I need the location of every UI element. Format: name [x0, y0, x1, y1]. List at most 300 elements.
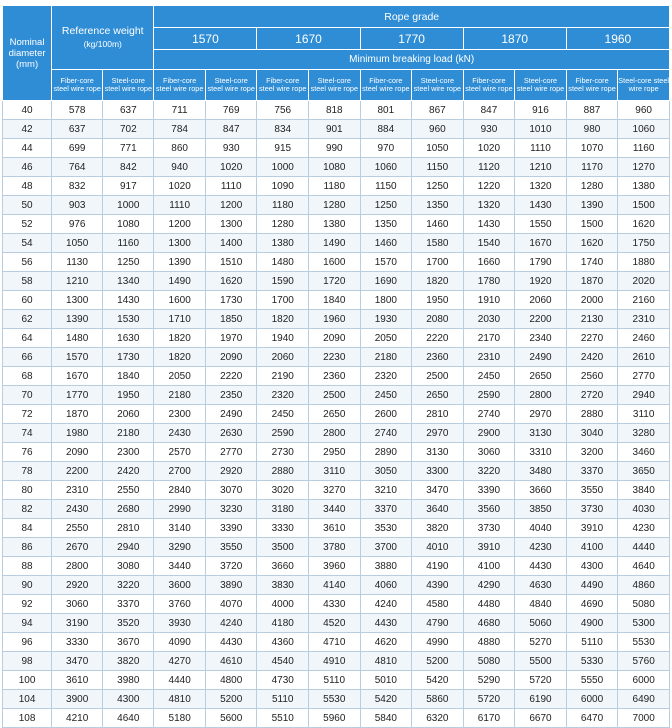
- table-cell: 1910: [463, 291, 515, 310]
- table-cell: 2460: [618, 329, 670, 348]
- table-cell: 2180: [360, 348, 412, 367]
- diameter-cell: 82: [3, 500, 52, 519]
- table-cell: 3480: [515, 462, 567, 481]
- table-cell: 1110: [154, 196, 206, 215]
- table-cell: 2320: [360, 367, 412, 386]
- nominal-diameter-header: Nominal diameter (mm): [3, 6, 52, 101]
- table-cell: 1930: [360, 310, 412, 329]
- table-cell: 3370: [103, 595, 154, 614]
- grade-header: 1770: [360, 28, 463, 50]
- table-row: [3, 329, 670, 348]
- diameter-cell: 44: [3, 139, 52, 158]
- table-cell: 3220: [103, 576, 154, 595]
- rope-grade-header: Rope grade: [154, 6, 670, 28]
- table-cell: 1120: [463, 158, 515, 177]
- diameter-cell: 50: [3, 196, 52, 215]
- table-row: [3, 443, 670, 462]
- table-cell: 1180: [257, 196, 309, 215]
- table-cell: 1220: [463, 177, 515, 196]
- table-cell: 3980: [103, 671, 154, 690]
- table-cell: 930: [463, 120, 515, 139]
- table-cell: 2300: [154, 405, 206, 424]
- table-row: [3, 310, 670, 329]
- diameter-cell: 48: [3, 177, 52, 196]
- table-cell: 4430: [205, 633, 257, 652]
- table-cell: 6670: [515, 709, 567, 728]
- table-cell: 3670: [103, 633, 154, 652]
- table-cell: 4810: [360, 652, 412, 671]
- table-cell: 1060: [618, 120, 670, 139]
- table-cell: 4630: [515, 576, 567, 595]
- grade-header: 1670: [257, 28, 360, 50]
- table-cell: 867: [412, 101, 464, 120]
- table-cell: 4040: [515, 519, 567, 538]
- table-cell: 764: [52, 158, 103, 177]
- table-cell: 1570: [360, 253, 412, 272]
- table-cell: 1320: [463, 196, 515, 215]
- table-cell: 3520: [103, 614, 154, 633]
- table-cell: 4620: [360, 633, 412, 652]
- table-cell: 2340: [515, 329, 567, 348]
- table-cell: 3080: [103, 557, 154, 576]
- table-cell: 1480: [52, 329, 103, 348]
- table-cell: 2450: [463, 367, 515, 386]
- table-cell: 5080: [618, 595, 670, 614]
- table-cell: 4330: [309, 595, 361, 614]
- table-cell: 2310: [618, 310, 670, 329]
- table-cell: 3290: [154, 538, 206, 557]
- table-cell: 1750: [618, 234, 670, 253]
- table-cell: 1150: [360, 177, 412, 196]
- table-row: [3, 519, 670, 538]
- table-cell: 1170: [566, 158, 618, 177]
- table-cell: 3610: [309, 519, 361, 538]
- table-cell: 1670: [515, 234, 567, 253]
- table-cell: 3660: [257, 557, 309, 576]
- diameter-cell: 88: [3, 557, 52, 576]
- table-cell: 2420: [103, 462, 154, 481]
- table-cell: 2310: [463, 348, 515, 367]
- table-cell: 3390: [463, 481, 515, 500]
- table-cell: 2650: [309, 405, 361, 424]
- table-cell: 3020: [257, 481, 309, 500]
- table-cell: 3930: [154, 614, 206, 633]
- table-cell: 940: [154, 158, 206, 177]
- table-row: [3, 348, 670, 367]
- table-cell: 3910: [463, 538, 515, 557]
- table-cell: 3130: [515, 424, 567, 443]
- table-cell: 2360: [412, 348, 464, 367]
- table-cell: 1620: [618, 215, 670, 234]
- table-cell: 1620: [205, 272, 257, 291]
- table-cell: 2770: [618, 367, 670, 386]
- table-cell: 915: [257, 139, 309, 158]
- table-cell: 6000: [618, 671, 670, 690]
- table-cell: 4880: [463, 633, 515, 652]
- table-cell: 1300: [205, 215, 257, 234]
- table-row: [3, 709, 670, 728]
- table-cell: 3440: [309, 500, 361, 519]
- table-cell: 980: [566, 120, 618, 139]
- table-cell: 1200: [205, 196, 257, 215]
- table-cell: 1480: [257, 253, 309, 272]
- table-cell: 2570: [154, 443, 206, 462]
- table-cell: 1380: [309, 215, 361, 234]
- table-cell: 2670: [52, 538, 103, 557]
- table-cell: 1390: [566, 196, 618, 215]
- table-cell: 1180: [309, 177, 361, 196]
- table-cell: 1850: [205, 310, 257, 329]
- table-cell: 1000: [257, 158, 309, 177]
- table-cell: 1320: [515, 177, 567, 196]
- table-cell: 3820: [103, 652, 154, 671]
- table-cell: 1010: [515, 120, 567, 139]
- table-cell: 847: [205, 120, 257, 139]
- table-cell: 1730: [205, 291, 257, 310]
- steel-core-header: Steel-core steel wire rope: [618, 70, 670, 101]
- table-cell: 2220: [412, 329, 464, 348]
- table-cell: 1880: [618, 253, 670, 272]
- table-cell: 2450: [360, 386, 412, 405]
- table-cell: 4640: [618, 557, 670, 576]
- table-cell: 1060: [360, 158, 412, 177]
- table-cell: 5720: [463, 690, 515, 709]
- table-cell: 3820: [412, 519, 464, 538]
- table-cell: 1730: [103, 348, 154, 367]
- table-cell: 3200: [566, 443, 618, 462]
- diameter-cell: 56: [3, 253, 52, 272]
- table-cell: 6170: [463, 709, 515, 728]
- table-cell: 1700: [257, 291, 309, 310]
- table-cell: 4520: [309, 614, 361, 633]
- table-cell: 2990: [154, 500, 206, 519]
- table-cell: 1720: [309, 272, 361, 291]
- table-cell: 1200: [154, 215, 206, 234]
- table-cell: 2430: [52, 500, 103, 519]
- table-cell: 4730: [257, 671, 309, 690]
- table-cell: 1620: [566, 234, 618, 253]
- steel-core-header: Steel-core steel wire rope: [412, 70, 464, 101]
- table-row: [3, 367, 670, 386]
- table-cell: 1090: [257, 177, 309, 196]
- table-cell: 990: [309, 139, 361, 158]
- table-cell: 5110: [309, 671, 361, 690]
- diameter-cell: 84: [3, 519, 52, 538]
- table-cell: 3330: [52, 633, 103, 652]
- table-cell: 884: [360, 120, 412, 139]
- table-cell: 960: [618, 101, 670, 120]
- table-cell: 901: [309, 120, 361, 139]
- table-cell: 5330: [566, 652, 618, 671]
- table-cell: 3060: [463, 443, 515, 462]
- table-cell: 6470: [566, 709, 618, 728]
- table-cell: 5960: [309, 709, 361, 728]
- table-cell: 3840: [618, 481, 670, 500]
- table-cell: 1280: [566, 177, 618, 196]
- table-cell: 5110: [566, 633, 618, 652]
- fiber-core-header: Fiber-core steel wire rope: [360, 70, 412, 101]
- table-cell: 1970: [205, 329, 257, 348]
- table-cell: 2800: [52, 557, 103, 576]
- table-cell: 834: [257, 120, 309, 139]
- table-cell: 1820: [412, 272, 464, 291]
- table-cell: 4840: [515, 595, 567, 614]
- table-cell: 1550: [515, 215, 567, 234]
- table-row: [3, 139, 670, 158]
- table-cell: 2270: [566, 329, 618, 348]
- table-cell: 4300: [566, 557, 618, 576]
- diameter-cell: 100: [3, 671, 52, 690]
- table-cell: 4210: [52, 709, 103, 728]
- table-cell: 1280: [309, 196, 361, 215]
- table-cell: 2360: [309, 367, 361, 386]
- table-cell: 4990: [412, 633, 464, 652]
- table-cell: 3270: [309, 481, 361, 500]
- table-cell: 5860: [412, 690, 464, 709]
- table-cell: 2490: [205, 405, 257, 424]
- table-cell: 1950: [103, 386, 154, 405]
- table-cell: 6000: [566, 690, 618, 709]
- table-cell: 6320: [412, 709, 464, 728]
- table-cell: 3830: [257, 576, 309, 595]
- table-cell: 3470: [412, 481, 464, 500]
- table-cell: 2490: [515, 348, 567, 367]
- table-cell: 1590: [257, 272, 309, 291]
- table-row: [3, 557, 670, 576]
- diameter-cell: 66: [3, 348, 52, 367]
- table-cell: 2500: [309, 386, 361, 405]
- table-cell: 3140: [154, 519, 206, 538]
- steel-core-header: Steel-core steel wire rope: [515, 70, 567, 101]
- table-row: [3, 272, 670, 291]
- table-cell: 1960: [309, 310, 361, 329]
- table-cell: 2000: [566, 291, 618, 310]
- table-cell: 1340: [103, 272, 154, 291]
- table-cell: 1390: [52, 310, 103, 329]
- table-cell: 1250: [412, 177, 464, 196]
- table-cell: 2770: [205, 443, 257, 462]
- table-cell: 578: [52, 101, 103, 120]
- table-cell: 4610: [205, 652, 257, 671]
- table-cell: 3070: [205, 481, 257, 500]
- table-cell: 4230: [515, 538, 567, 557]
- table-cell: 3280: [618, 424, 670, 443]
- table-cell: 2800: [309, 424, 361, 443]
- table-cell: 5060: [515, 614, 567, 633]
- table-cell: 3390: [205, 519, 257, 538]
- table-cell: 3050: [360, 462, 412, 481]
- table-cell: 1820: [154, 348, 206, 367]
- table-row: [3, 538, 670, 557]
- table-cell: 1350: [360, 215, 412, 234]
- table-cell: 2590: [463, 386, 515, 405]
- table-cell: 5510: [257, 709, 309, 728]
- table-cell: 1570: [52, 348, 103, 367]
- table-cell: 1110: [205, 177, 257, 196]
- table-cell: 3700: [360, 538, 412, 557]
- table-cell: 1250: [103, 253, 154, 272]
- table-cell: 2090: [205, 348, 257, 367]
- table-cell: 5080: [463, 652, 515, 671]
- diameter-cell: 92: [3, 595, 52, 614]
- table-cell: 3370: [360, 500, 412, 519]
- table-row: [3, 101, 670, 120]
- diameter-cell: 94: [3, 614, 52, 633]
- table-cell: 637: [52, 120, 103, 139]
- table-cell: 1630: [103, 329, 154, 348]
- table-cell: 5200: [412, 652, 464, 671]
- table-cell: 3910: [566, 519, 618, 538]
- table-cell: 3730: [463, 519, 515, 538]
- steel-core-header: Steel-core steel wire rope: [103, 70, 154, 101]
- table-cell: 842: [103, 158, 154, 177]
- table-cell: 2610: [618, 348, 670, 367]
- table-row: [3, 614, 670, 633]
- table-cell: 1740: [566, 253, 618, 272]
- table-cell: 2050: [154, 367, 206, 386]
- diameter-cell: 54: [3, 234, 52, 253]
- table-cell: 3300: [412, 462, 464, 481]
- diameter-cell: 76: [3, 443, 52, 462]
- table-row: [3, 690, 670, 709]
- table-cell: 3110: [618, 405, 670, 424]
- table-cell: 2350: [205, 386, 257, 405]
- table-cell: 3470: [52, 652, 103, 671]
- table-cell: 1820: [154, 329, 206, 348]
- table-cell: 2560: [566, 367, 618, 386]
- table-cell: 2220: [205, 367, 257, 386]
- table-cell: 1070: [566, 139, 618, 158]
- grade-header: 1570: [154, 28, 257, 50]
- table-cell: 2200: [52, 462, 103, 481]
- table-cell: 1380: [257, 234, 309, 253]
- diameter-cell: 64: [3, 329, 52, 348]
- table-cell: 2800: [515, 386, 567, 405]
- diameter-cell: 46: [3, 158, 52, 177]
- table-cell: 3220: [463, 462, 515, 481]
- table-cell: 1280: [257, 215, 309, 234]
- table-cell: 699: [52, 139, 103, 158]
- table-cell: 4690: [566, 595, 618, 614]
- table-cell: 1580: [412, 234, 464, 253]
- table-cell: 3330: [257, 519, 309, 538]
- table-cell: 2590: [257, 424, 309, 443]
- table-cell: 3440: [154, 557, 206, 576]
- table-cell: 2920: [52, 576, 103, 595]
- table-cell: 4790: [412, 614, 464, 633]
- table-row: [3, 158, 670, 177]
- table-cell: 4010: [412, 538, 464, 557]
- table-cell: 3060: [52, 595, 103, 614]
- table-cell: 1300: [52, 291, 103, 310]
- table-cell: 5290: [463, 671, 515, 690]
- table-cell: 2310: [52, 481, 103, 500]
- diameter-cell: 78: [3, 462, 52, 481]
- table-cell: 1050: [52, 234, 103, 253]
- table-cell: 1080: [103, 215, 154, 234]
- table-cell: 3550: [205, 538, 257, 557]
- table-cell: 1400: [205, 234, 257, 253]
- table-cell: 3900: [52, 690, 103, 709]
- table-cell: 1690: [360, 272, 412, 291]
- table-cell: 4030: [618, 500, 670, 519]
- reference-weight-header: [52, 6, 154, 70]
- table-cell: 916: [515, 101, 567, 120]
- table-cell: 4860: [618, 576, 670, 595]
- fiber-core-header: Fiber-core steel wire rope: [463, 70, 515, 101]
- table-cell: 2020: [618, 272, 670, 291]
- diameter-cell: 40: [3, 101, 52, 120]
- table-cell: 4430: [515, 557, 567, 576]
- table-cell: 2030: [463, 310, 515, 329]
- table-cell: 1050: [412, 139, 464, 158]
- table-row: [3, 405, 670, 424]
- table-cell: 5720: [515, 671, 567, 690]
- table-cell: 2950: [309, 443, 361, 462]
- table-cell: 832: [52, 177, 103, 196]
- table-cell: 1160: [103, 234, 154, 253]
- table-cell: 3370: [566, 462, 618, 481]
- table-cell: 2740: [463, 405, 515, 424]
- table-cell: 3600: [154, 576, 206, 595]
- table-cell: 6190: [515, 690, 567, 709]
- table-cell: 1130: [52, 253, 103, 272]
- table-cell: 2080: [412, 310, 464, 329]
- table-cell: 2050: [360, 329, 412, 348]
- table-cell: 702: [103, 120, 154, 139]
- table-cell: 3560: [463, 500, 515, 519]
- table-cell: 2450: [257, 405, 309, 424]
- table-cell: 847: [463, 101, 515, 120]
- table-cell: 3530: [360, 519, 412, 538]
- fiber-core-header: Fiber-core steel wire rope: [566, 70, 618, 101]
- table-cell: 4230: [618, 519, 670, 538]
- table-cell: 3850: [515, 500, 567, 519]
- table-cell: 3110: [309, 462, 361, 481]
- table-cell: 4060: [360, 576, 412, 595]
- table-cell: 1020: [205, 158, 257, 177]
- table-row: [3, 253, 670, 272]
- table-row: [3, 234, 670, 253]
- diameter-cell: 42: [3, 120, 52, 139]
- table-cell: 3610: [52, 671, 103, 690]
- table-cell: 2550: [103, 481, 154, 500]
- table-cell: 2500: [412, 367, 464, 386]
- table-cell: 5420: [412, 671, 464, 690]
- table-cell: 1020: [463, 139, 515, 158]
- table-cell: 1490: [154, 272, 206, 291]
- table-cell: 1500: [566, 215, 618, 234]
- table-cell: 2900: [463, 424, 515, 443]
- table-cell: 3550: [566, 481, 618, 500]
- table-cell: 1490: [309, 234, 361, 253]
- table-cell: 2740: [360, 424, 412, 443]
- table-cell: 5300: [618, 614, 670, 633]
- table-row: [3, 424, 670, 443]
- table-cell: 2720: [566, 386, 618, 405]
- table-cell: 2190: [257, 367, 309, 386]
- diameter-cell: 80: [3, 481, 52, 500]
- diameter-cell: 90: [3, 576, 52, 595]
- table-cell: 2680: [103, 500, 154, 519]
- table-cell: 3660: [515, 481, 567, 500]
- table-cell: 2090: [52, 443, 103, 462]
- table-row: [3, 462, 670, 481]
- diameter-cell: 74: [3, 424, 52, 443]
- table-cell: 4480: [463, 595, 515, 614]
- table-cell: 3460: [618, 443, 670, 462]
- grade-header: 1960: [566, 28, 669, 50]
